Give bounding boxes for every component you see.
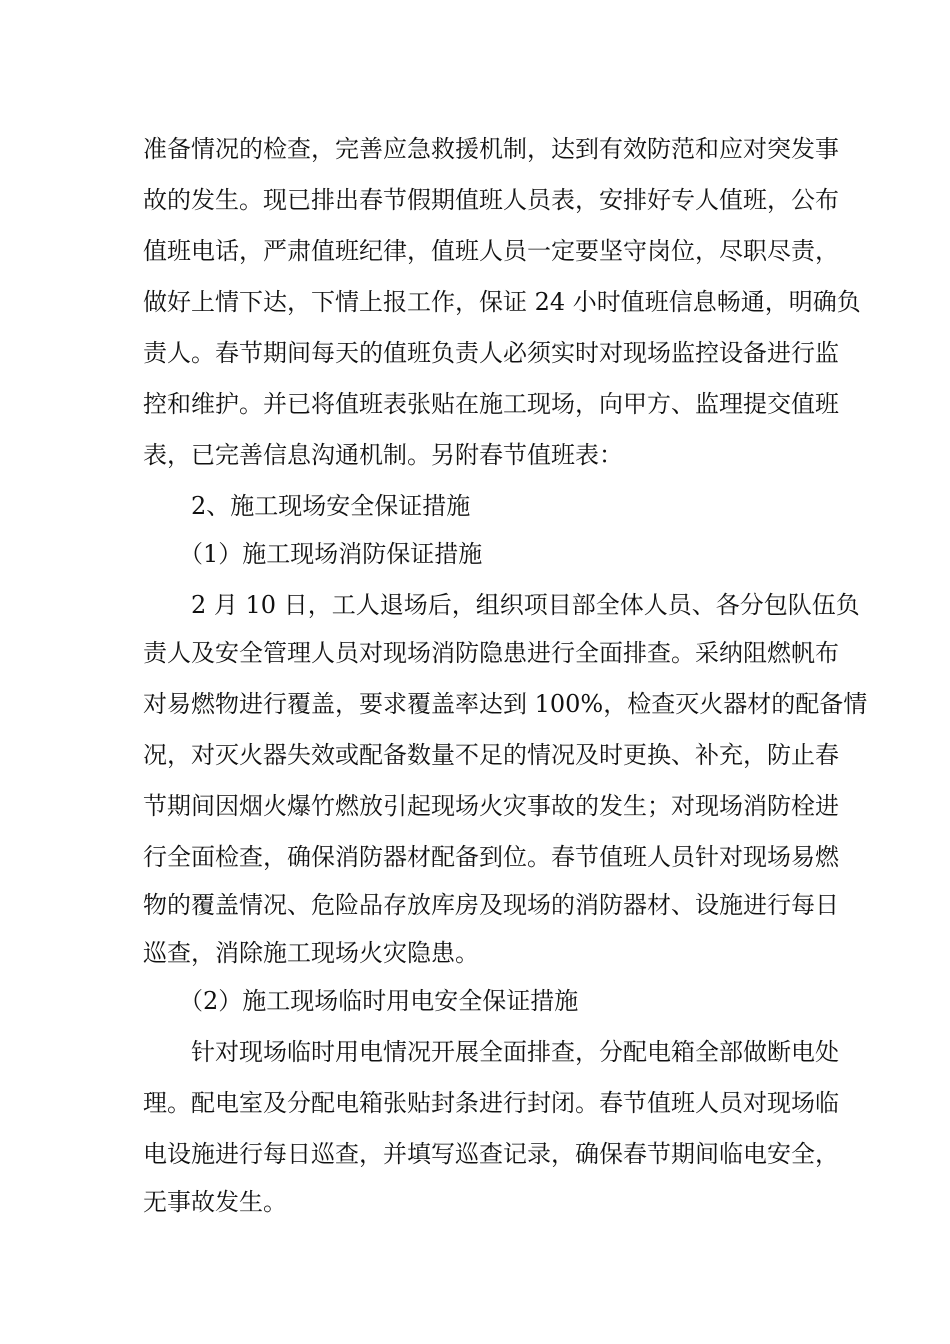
text-line: 准备情况的检查，完善应急救援机制，达到有效防范和应对突发事 [143, 135, 839, 163]
text-line: 理。配电室及分配电箱张贴封条进行封闭。春节值班人员对现场临 [143, 1089, 839, 1117]
text-line: 控和维护。并已将值班表张贴在施工现场，向甲方、监理提交值班 [143, 390, 839, 418]
subsection-heading: （1）施工现场消防保证措施 [179, 540, 483, 568]
subsection-heading: （2）施工现场临时用电安全保证措施 [179, 987, 579, 1015]
text-line: 值班电话，严肃值班纪律，值班人员一定要坚守岗位，尽职尽责， [143, 237, 839, 265]
text-line: 行全面检查，确保消防器材配备到位。春节值班人员针对现场易燃 [143, 843, 839, 871]
text-line: 电设施进行每日巡查，并填写巡查记录，确保春节期间临电安全， [143, 1140, 839, 1168]
text-line: 无事故发生。 [143, 1188, 287, 1216]
text-line: 况，对灭火器失效或配备数量不足的情况及时更换、补充，防止春 [143, 741, 839, 769]
paragraph-first-line: 针对现场临时用电情况开展全面排查，分配电箱全部做断电处 [191, 1038, 839, 1066]
text-line: 巡查，消除施工现场火灾隐患。 [143, 939, 479, 967]
text-line: 对易燃物进行覆盖，要求覆盖率达到 100%，检查灭火器材的配备情 [143, 690, 868, 718]
text-line: 节期间因烟火爆竹燃放引起现场火灾事故的发生；对现场消防栓进 [143, 792, 839, 820]
text-line: 物的覆盖情况、危险品存放库房及现场的消防器材、设施进行每日 [143, 891, 839, 919]
text-line: 责人。春节期间每天的值班负责人必须实时对现场监控设备进行监 [143, 339, 839, 367]
section-heading: 2、施工现场安全保证措施 [191, 492, 471, 520]
text-line: 故的发生。现已排出春节假期值班人员表，安排好专人值班，公布 [143, 186, 839, 214]
text-line: 表，已完善信息沟通机制。另附春节值班表： [143, 441, 623, 469]
paragraph-first-line: 2 月 10 日，工人退场后，组织项目部全体人员、各分包队伍负 [191, 591, 860, 619]
text-line: 做好上情下达，下情上报工作，保证 24 小时值班信息畅通，明确负 [143, 288, 861, 316]
text-line: 责人及安全管理人员对现场消防隐患进行全面排查。采纳阻燃帆布 [143, 639, 839, 667]
